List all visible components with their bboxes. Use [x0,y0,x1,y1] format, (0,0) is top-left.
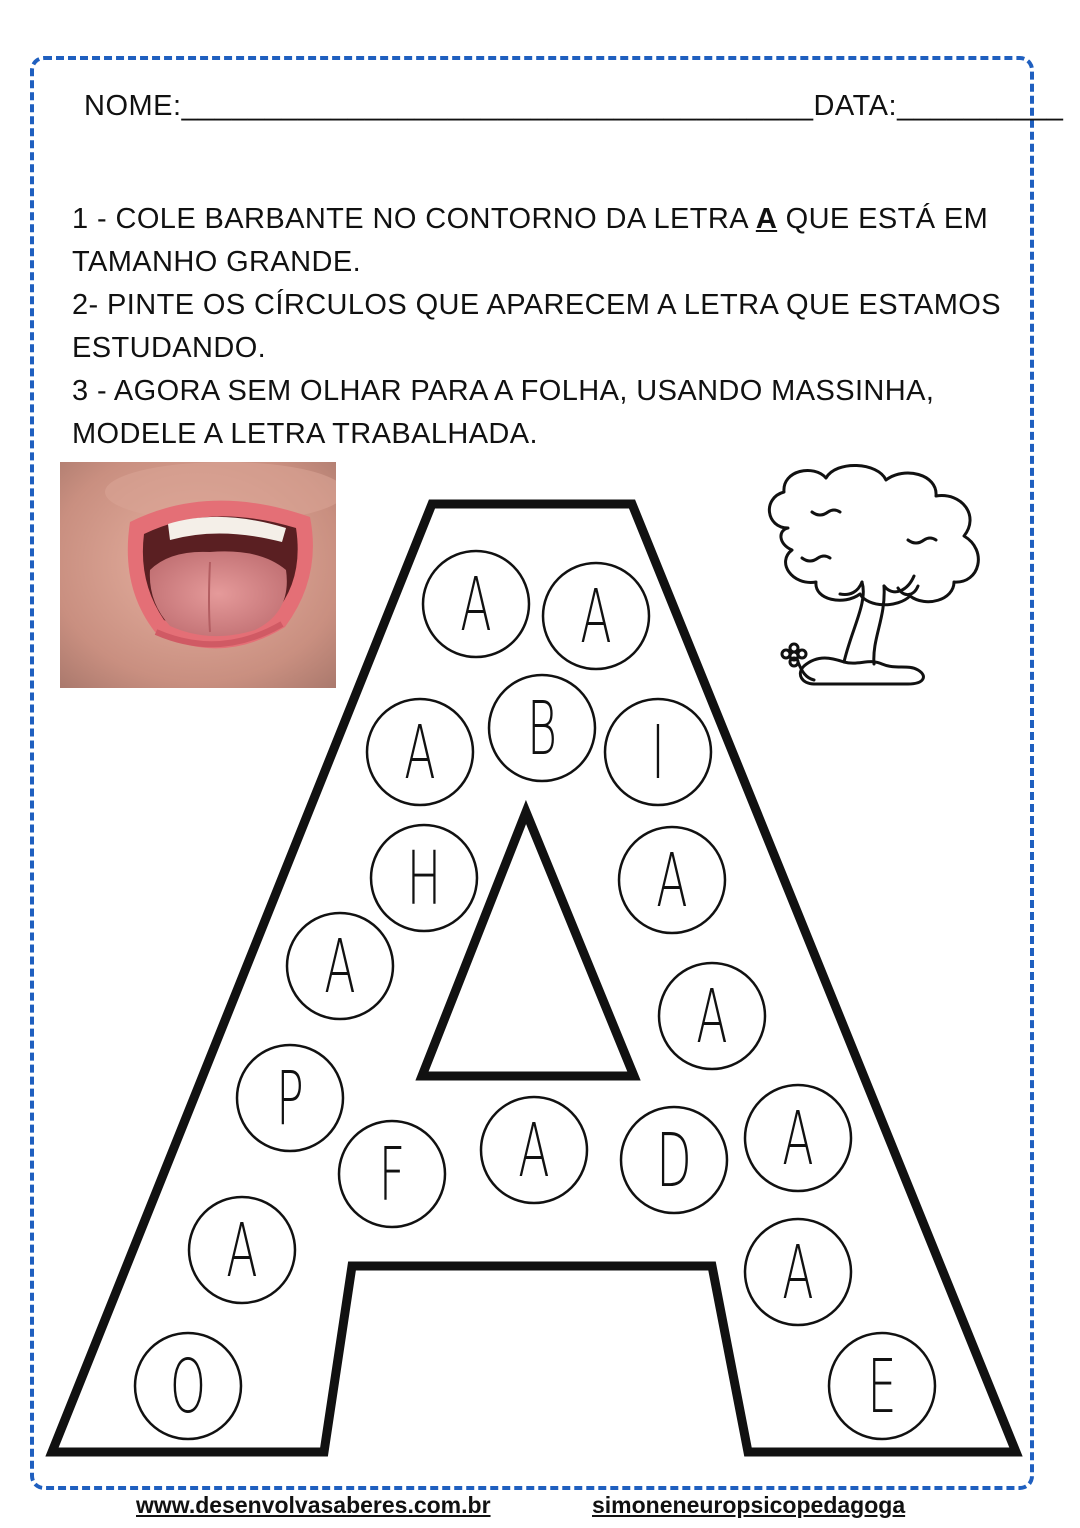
letter-circle-a[interactable] [745,1085,851,1191]
step1-suffix: QUE ESTÁ EM TAMANHO GRANDE. [72,203,989,278]
circle-letter-label: E [867,1343,897,1431]
date-label: DATA: [813,90,898,122]
letter-circle-h[interactable] [371,825,477,931]
instruction-step-2: 2- PINTE OS CÍRCULOS QUE APARECEM A LETRA QUE ESTAMOS ESTUDANDO. [72,289,1002,364]
circle-letter-label: A [460,561,492,649]
circle-letter-label: A [656,837,688,925]
circle-letter-label: H [406,835,442,923]
name-blank: ______________________________________ [181,90,814,122]
letter-circle-a[interactable] [745,1219,851,1325]
circle-letter-label: A [324,923,356,1011]
circle-letter-label: A [696,973,728,1061]
name-label: NOME: [84,90,182,122]
circle-letter-label: A [580,573,612,661]
circle-letter-label: A [782,1095,814,1183]
letter-circle-a[interactable] [659,963,765,1069]
letter-circle-o[interactable] [135,1333,241,1439]
letter-circle-a[interactable] [481,1097,587,1203]
circle-letter-label: P [276,1055,304,1143]
circle-letter-label: A [404,709,436,797]
letter-circle-a[interactable] [189,1197,295,1303]
letter-circle-a[interactable] [287,913,393,1019]
circle-letter-label: B [526,685,558,773]
letter-circle-a[interactable] [423,551,529,657]
letter-circle-d[interactable] [621,1107,727,1213]
footer-website[interactable]: www.desenvolvasaberes.com.br [136,1492,491,1518]
letter-circle-b[interactable] [489,675,595,781]
step1-highlighted-letter: A [755,203,778,235]
circle-letter-label: F [378,1131,406,1219]
step1-prefix: 1 - COLE BARBANTE NO CONTORNO DA LETRA [72,203,756,235]
circle-letter-label: I [651,709,665,797]
circle-letter-label: D [656,1117,692,1205]
circle-letter-label: A [226,1207,258,1295]
circle-letter-label: O [169,1343,207,1431]
circle-letter-label: A [518,1107,550,1195]
letter-circle-e[interactable] [829,1333,935,1439]
letter-circle-f[interactable] [339,1121,445,1227]
letter-circle-p[interactable] [237,1045,343,1151]
letter-circle-a[interactable] [367,699,473,805]
footer-author[interactable]: simoneneuropsicopedagoga [592,1492,906,1518]
letter-circle-i[interactable] [605,699,711,805]
circle-letter-label: A [782,1229,814,1317]
instruction-step-3: 3 - AGORA SEM OLHAR PARA A FOLHA, USANDO MASSINHA, MODELE A LETRA TRABALHADA. [72,375,935,450]
letter-circle-a[interactable] [619,827,725,933]
date-blank: __________ [897,90,1064,122]
letter-circle-a[interactable] [543,563,649,669]
